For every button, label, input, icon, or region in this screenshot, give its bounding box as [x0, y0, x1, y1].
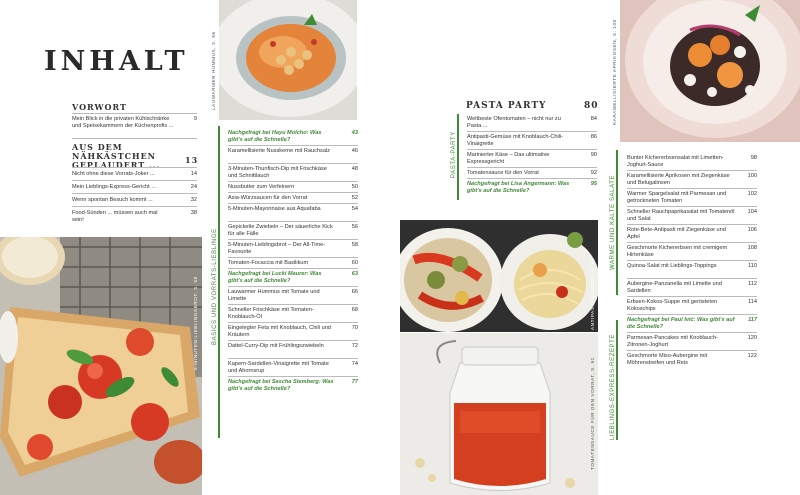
toc-entry	[228, 166, 358, 180]
toc-entry-page: 114	[748, 299, 757, 305]
toc-entry	[228, 148, 358, 155]
caption-hummus: LAUWARMER HUMMUS, S. 66	[211, 31, 216, 110]
toc-entry	[228, 195, 358, 202]
toc-entry	[627, 191, 757, 205]
toc-entry	[627, 245, 757, 259]
toc-entry-page: 68	[351, 307, 358, 313]
toc-entry-title: Marinierter Käse – Das ultimative Expressgericht	[467, 152, 550, 165]
toc-entry	[467, 134, 597, 148]
toc-entry-title: Antipasti-Gemüse mit Knoblauch-Chili-Vinaigrette	[467, 134, 564, 147]
toc-entry-page: 50	[351, 184, 358, 190]
toc-entry-title: Bunter Kichererbsensalat mit Limetten-Joghurt-Sauce	[627, 155, 724, 168]
toc-entry-title: Nachgefragt bei Sascha Stemberg: Was gibt's auf die Schnelle?	[228, 379, 334, 392]
toc-entry-page: 117	[748, 317, 757, 323]
toc-entry	[627, 335, 757, 349]
toc-entry-interview	[228, 271, 358, 285]
divider	[467, 167, 597, 168]
divider	[228, 145, 358, 146]
toc-entry-page: 86	[590, 134, 597, 140]
divider	[228, 340, 358, 341]
toc-entry-title: Parmesan-Pancakes mit Knoblauch-Zitronen-Joghurt	[627, 335, 718, 348]
toc-entry-page: 112	[748, 281, 757, 287]
toc-entry	[627, 155, 757, 169]
toc-entry-title: Warmer Spargelsalat mit Parmesan und getrockneten Tomaten	[627, 191, 727, 204]
caption-brot: 5-MINUTEN-LIEBLINGSBROT, S. 58	[193, 276, 198, 370]
toc-entry-page: 122	[747, 353, 757, 359]
divider	[627, 206, 757, 207]
divider	[627, 296, 757, 297]
divider	[467, 131, 597, 132]
toc-entry-title: Karamellisierte Aprikosen mit Ziegenkäse und Belugalinsen	[627, 173, 730, 186]
toc-entry-page: 52	[351, 195, 358, 201]
toc-entry-page: 72	[351, 343, 358, 349]
toc-entry-page: 66	[351, 289, 358, 295]
bread-tomato-photo	[0, 237, 202, 495]
toc-entry-interview	[467, 181, 597, 195]
toc-entry-page: 98	[750, 155, 757, 161]
toc-entry-page: 95	[590, 181, 597, 187]
toc-entry	[228, 343, 358, 350]
toc-entry	[467, 152, 597, 166]
toc-entry-title: Gepickelte Zwiebeln – Der säuerliche Kick für alle Fälle	[228, 224, 333, 237]
divider	[228, 163, 358, 164]
toc-entry-title: Lauwarmer Hummus mit Tomate und Limette	[228, 289, 320, 302]
toc-entry-title: Schneller Frischkäse mit Tomaten-Knoblauch-Öl	[228, 307, 314, 320]
toc-entry-title: Weltbeste Ofentomaten – nicht nur zu Pasta ...	[467, 116, 561, 129]
tomato-sauce-jar-photo	[400, 333, 598, 495]
divider	[228, 221, 358, 222]
divider	[228, 322, 358, 323]
pasta-heading: PASTA PARTY	[466, 101, 547, 111]
toc-entry-title: Tomatensauce für den Vorrat	[467, 170, 539, 176]
toc-entry	[467, 116, 597, 130]
divider	[228, 358, 358, 359]
divider	[228, 192, 358, 193]
toc-entry-title: Tomaten-Focaccia mit Basilikum	[228, 260, 309, 266]
divider	[228, 239, 358, 240]
toc-entry	[228, 325, 358, 339]
toc-entry: Nicht ohne diese Vorrats-Joker ... 14	[72, 171, 197, 177]
toc-entry-interview	[228, 130, 358, 144]
toc-entry-title: Rote-Bete-Antipasti mit Ziegenkäse und Apfel	[627, 227, 726, 240]
toc-entry-page: 92	[590, 170, 597, 176]
toc-entry: Mein Lieblings-Express-Gericht ... 24	[72, 184, 197, 190]
toc-entry-title: Nachgefragt bei Lucki Maurer: Was gibt's auf die Schnelle?	[228, 271, 322, 284]
toc-entry-title: Geschmorte Miso-Aubergine mit Möhrenstreifen und Reis	[627, 353, 708, 366]
toc-entry-title: Aubergine-Panzanella mit Limette und Sardellen	[627, 281, 722, 294]
divider	[228, 268, 358, 269]
hummus-photo	[219, 0, 357, 120]
section-label-express: LIEBLINGS-EXPRESS-REZEPTE	[610, 333, 616, 440]
toc-entry	[627, 209, 757, 223]
divider	[627, 332, 757, 333]
toc-entry-page: 74	[351, 361, 358, 367]
toc-entry-title: Nussbutter zum Verfeinern	[228, 184, 295, 190]
toc-entry	[228, 260, 358, 267]
toc-entry-page: 104	[747, 209, 757, 215]
section-label-pasta: PASTA-PARTY	[451, 131, 457, 178]
toc-entry-page: 77	[351, 379, 358, 385]
toc-entry-interview	[627, 317, 757, 331]
toc-entry-title: Erbsen-Kokos-Suppe mit gerösteten Kokoschips	[627, 299, 718, 312]
toc-entry	[627, 281, 757, 295]
toc-entry-title: Karamellisierte Nusskerne mit Rauchsalz	[228, 148, 330, 154]
divider	[228, 181, 358, 182]
toc-entry-interview	[228, 379, 358, 393]
toc-entry-title: 5-Minuten-Mayonnaise aus Aquafaba	[228, 206, 321, 212]
divider	[228, 257, 358, 258]
toc-entry: Food-Sünden ... müssen auch mal sein! 38	[72, 210, 197, 223]
toc-entry	[467, 170, 597, 177]
divider	[228, 376, 358, 377]
toc-entry-title: Eingelegter Feta mit Knoblauch, Chili und Kräutern	[228, 325, 331, 338]
caption-aprikosen: KARAMELLISIERTE APRIKOSEN, S. 100	[612, 19, 617, 125]
toc-entry-page: 43	[351, 130, 358, 136]
toc-entry	[228, 242, 358, 256]
toc-entry-title: Kapern-Sardellen-Vinaigrette mit Tomate und Ahornsrup	[228, 361, 329, 374]
toc-entry	[228, 361, 358, 375]
toc-entry-title: 5-Minuten-Lieblingsbrot – Der All-Time-Favourite	[228, 242, 326, 255]
toc-entry	[627, 227, 757, 241]
toc-column-salate	[627, 155, 757, 445]
toc-entry-title: 3-Minuten-Thunfisch-Dip mit Frischkäse und Schnittlauch	[228, 166, 327, 179]
divider	[467, 178, 597, 179]
divider	[627, 224, 757, 225]
caption-tomatensauce: TOMATENSAUCE FÜR DEN VORRAT, S. 92	[590, 357, 595, 470]
pasta-heading-page: 80	[584, 101, 599, 111]
toc-entry	[627, 299, 757, 313]
toc-entry: Mein Blick in die privaten Kühlschränke und Speisekammern der Küchenprofis ... 9	[72, 116, 197, 129]
divider	[627, 170, 757, 171]
apricot-salad-photo	[620, 0, 800, 142]
toc-entry-page: 70	[351, 325, 358, 331]
toc-entry	[228, 289, 358, 303]
divider	[228, 203, 358, 204]
divider	[467, 149, 597, 150]
vorwort-heading: VORWORT	[72, 102, 127, 112]
toc-entry	[228, 206, 358, 213]
toc-entry-title: Nachgefragt bei Lisa Angermann: Was gibt's auf die Schnelle?	[467, 181, 570, 194]
toc-entry-title: Asia-Würzsaucen für den Vorrat	[228, 195, 308, 201]
toc-entry-page: 48	[351, 166, 358, 172]
toc-column-pasta	[467, 116, 598, 216]
toc-entry-title: Nachgefragt bei Hayu Molcho: Was gibt's auf die Schnelle?	[228, 130, 322, 143]
section-label-salate: WARME UND KALTE SALATE	[610, 174, 616, 270]
toc-entry-page: 46	[351, 148, 358, 154]
toc-entry	[627, 173, 757, 187]
divider	[627, 242, 757, 243]
section-page: 13	[185, 155, 199, 165]
divider	[627, 314, 757, 315]
toc-entry	[627, 263, 757, 270]
toc-column-basics	[228, 130, 358, 440]
antipasti-photo	[400, 220, 598, 332]
toc-entry-title: Nachgefragt bei Paul Ivić: Was gibt's auf die Schnelle?	[627, 317, 735, 330]
toc-entry-title: Geschmorte Kichererbsen mit cremigem Hirtenkäse	[627, 245, 728, 258]
toc-entry-title: Schneller Rauchpaprikasalat mit Tomatenöl und Salat	[627, 209, 735, 222]
caption-antipasti: ANTIPASTI-GEMÜSE, S. 86	[590, 258, 595, 330]
toc-entry-page: 56	[351, 224, 358, 230]
divider	[627, 278, 757, 279]
divider	[228, 304, 358, 305]
toc-entry	[228, 307, 358, 321]
toc-entry-page: 60	[351, 260, 358, 266]
toc-entry-page: 54	[351, 206, 358, 212]
divider	[627, 350, 757, 351]
toc-entry	[627, 353, 757, 367]
toc-entry-page: 100	[747, 173, 757, 179]
toc-entry-page: 63	[351, 271, 358, 277]
toc-entry-page: 106	[747, 227, 757, 233]
section-heading: AUS DEM NÄHKÄSTCHEN GEPLAUDERT ...	[72, 142, 161, 170]
toc-entry	[228, 224, 358, 238]
divider	[228, 286, 358, 287]
divider	[627, 188, 757, 189]
toc-entry-page: 120	[747, 335, 757, 341]
toc-entry-page: 108	[747, 245, 757, 251]
toc-entry-page: 102	[747, 191, 757, 197]
page-title: INHALT	[44, 46, 189, 77]
divider	[627, 260, 757, 261]
toc-entry	[228, 184, 358, 191]
toc-entry: Wenn spontan Besuch kommt ... 32	[72, 197, 197, 203]
toc-entry-title: Quinoa-Salat mit Lieblings-Toppings	[627, 263, 717, 269]
section-label-basics: BASICS UND VORRATS-LIEBLINGE	[212, 228, 218, 345]
toc-entry-page: 90	[590, 152, 597, 158]
toc-entry-page: 110	[748, 263, 757, 269]
toc-entry-title: Dattel-Curry-Dip mit Frühlingszwiebeln	[228, 343, 324, 349]
toc-entry-page: 58	[351, 242, 358, 248]
toc-entry-page: 84	[590, 116, 597, 122]
